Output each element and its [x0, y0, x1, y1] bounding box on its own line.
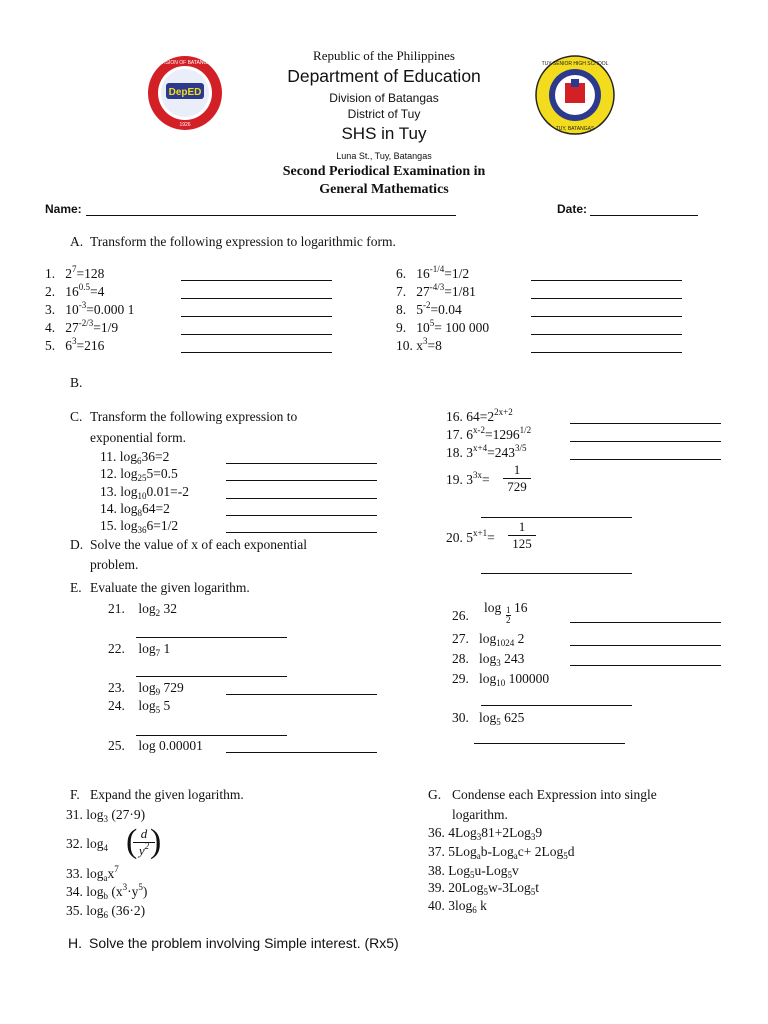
answer-line-1[interactable] — [181, 280, 332, 281]
section-g-letter: G. — [428, 787, 442, 802]
answer-line-9[interactable] — [531, 334, 682, 335]
answer-line-8[interactable] — [531, 316, 682, 317]
answer-line-17[interactable] — [570, 441, 721, 442]
section-e-letter: E. — [70, 580, 82, 595]
section-b-letter: B. — [70, 375, 83, 390]
item-13: 13. $\log_{10}0.01=-2$ — [100, 484, 189, 501]
item-30: 30. $\log_5 625$ — [452, 710, 525, 727]
answer-line-4[interactable] — [181, 334, 332, 335]
answer-line-2[interactable] — [181, 298, 332, 299]
answer-line-18[interactable] — [570, 459, 721, 460]
item-20: 20. $5^{x+1}=$ — [446, 528, 495, 545]
answer-line-24[interactable] — [136, 735, 287, 736]
item-7: 7. $27^{-4/3}=1/81$ — [396, 282, 476, 299]
answer-line-7[interactable] — [531, 298, 682, 299]
item-23: 23. $\log_9 729$ — [108, 680, 184, 697]
name-label: Name: — [45, 202, 82, 216]
name-field[interactable] — [86, 215, 456, 216]
section-a-letter: A. — [70, 234, 84, 249]
svg-text:DepED: DepED — [168, 87, 202, 98]
item-21: 21. $\log_2 32$ — [108, 601, 178, 618]
item-26-log: log — [484, 600, 502, 615]
section-d-title: Solve the value of x of each exponential — [90, 537, 308, 552]
answer-line-3[interactable] — [181, 316, 332, 317]
section-d-letter: D. — [70, 537, 84, 552]
item-36: 36. 4Log$_3$81+2Log$_3$9 — [428, 825, 543, 842]
item-17: 17. $6^{x-2}=1296^{1/2}$ — [446, 425, 532, 442]
section-d-title-2: problem. — [90, 557, 139, 572]
answer-line-5[interactable] — [181, 352, 332, 353]
district-line: District of Tuy — [347, 107, 421, 121]
item-3: 3. $10^{-3}=0.000$ 1 — [45, 300, 135, 317]
item-32-fraction: $\frac{d}{y^2}$ — [133, 826, 155, 859]
item-37: 37. 5Log$_a$b-Log$_a$c+ 2Log$_5$d — [428, 844, 575, 861]
answer-line-10[interactable] — [531, 352, 682, 353]
answer-line-15[interactable] — [226, 532, 377, 533]
department-title: Department of Education — [287, 66, 481, 86]
item-4: 4. $27^{-2/3}=1/9$ — [45, 318, 119, 335]
item-26-arg: 16 — [514, 600, 528, 615]
section-c-title-2: exponential form. — [90, 430, 186, 445]
republic-line: Republic of the Philippines — [313, 48, 455, 63]
item-40: 40. $3\log_6$ k — [428, 898, 487, 915]
item-6: 6. $16^{-1/4}=1/2$ — [396, 264, 470, 281]
item-12: 12. $\log_{25}5=0.5$ — [100, 466, 178, 483]
section-g-title: Condense each Expression into single — [452, 787, 657, 802]
item-32: 32. $\log_4$ — [66, 836, 109, 853]
item-18: 18. $3^{x+4}=243^{3/5}$ — [446, 443, 527, 460]
item-32-paren-left: ( — [126, 823, 138, 860]
answer-line-21[interactable] — [136, 637, 287, 638]
answer-line-30[interactable] — [474, 743, 625, 744]
item-14: 14. $\log_864=2$ — [100, 501, 170, 518]
answer-line-27[interactable] — [570, 645, 721, 646]
item-20-fraction: $\frac{1}{125}$ — [508, 519, 536, 552]
item-34: 34. $\log_b (x^3\cdot y^5)$ — [66, 882, 148, 901]
item-2: 2. $16^{0.5}=4$ — [45, 282, 105, 299]
section-c-title: Transform the following expression to — [90, 409, 298, 424]
answer-line-19[interactable] — [481, 517, 632, 518]
item-28: 28. $\log_3 243$ — [452, 651, 525, 668]
subject-title: General Mathematics — [319, 182, 449, 197]
item-39: 39. 20Log$_5$w-3Log$_5$t — [428, 880, 540, 897]
answer-line-23[interactable] — [226, 694, 377, 695]
item-15: 15. $\log_{36}6=1/2$ — [100, 518, 179, 535]
answer-line-14[interactable] — [226, 515, 377, 516]
date-field[interactable] — [590, 215, 698, 216]
item-1: 1. $2^7=128$ — [45, 264, 105, 281]
item-22: 22. $\log_7 1$ — [108, 641, 171, 658]
answer-line-28[interactable] — [570, 665, 721, 666]
answer-line-26[interactable] — [570, 622, 721, 623]
answer-line-25[interactable] — [226, 752, 377, 753]
section-e-title: Evaluate the given logarithm. — [90, 580, 250, 595]
answer-line-29[interactable] — [481, 705, 632, 706]
item-8: 8. $5^{-2}=0.04$ — [396, 300, 462, 317]
answer-line-11[interactable] — [226, 463, 377, 464]
exam-title: Second Periodical Examination in — [282, 164, 486, 179]
svg-text:TUY, BATANGAS: TUY, BATANGAS — [555, 126, 595, 132]
item-5: 5. $6^3=216$ — [45, 336, 105, 353]
svg-text:1926: 1926 — [179, 122, 191, 128]
section-a-title: Transform the following expression to logarithmic form. — [90, 234, 396, 249]
item-33: 33. $\log_ax^7$ — [66, 864, 119, 883]
item-25: 25. log 0.00001 — [108, 738, 203, 753]
division-line: Division of Batangas — [329, 91, 439, 105]
section-c-letter: C. — [70, 409, 83, 424]
school-title: SHS in Tuy — [341, 124, 427, 143]
address-line: Luna St., Tuy, Batangas — [336, 151, 432, 161]
section-g-title-2: logarithm. — [452, 807, 508, 822]
answer-line-13[interactable] — [226, 498, 377, 499]
item-16: 16. $64=2^{2x+2}$ — [446, 407, 513, 424]
item-26-base: 1 2 — [506, 605, 511, 625]
item-31: 31. $\log_3 (27\cdot 9)$ — [66, 807, 146, 824]
item-35: 35. $\log_6 (36\cdot 2)$ — [66, 903, 146, 920]
item-27: 27. $\log_{1024} 2$ — [452, 631, 525, 648]
section-h-letter: H. — [68, 935, 82, 951]
section-f-title: Expand the given logarithm. — [90, 787, 244, 802]
answer-line-6[interactable] — [531, 280, 682, 281]
item-11: 11. $\log_636=2$ — [100, 449, 170, 466]
section-f-letter: F. — [70, 787, 80, 802]
answer-line-16[interactable] — [570, 423, 721, 424]
item-29: 29. $\log_{10} 100000$ — [452, 671, 550, 688]
item-10: 10. $x^3=8$ — [396, 336, 442, 353]
date-label: Date: — [557, 202, 588, 216]
item-38: 38. Log$_5$u-Log$_5$v — [428, 863, 519, 880]
item-19-fraction: $\frac{1}{729}$ — [503, 462, 531, 495]
answer-line-20[interactable] — [481, 573, 632, 574]
section-h-title: Solve the problem involving Simple interest. (Rx5) — [89, 935, 399, 951]
answer-line-22[interactable] — [136, 676, 287, 677]
item-26: 26. — [452, 608, 469, 623]
item-32-paren-right: ) — [150, 823, 162, 860]
answer-line-12[interactable] — [226, 480, 377, 481]
svg-text:DIVISION OF BATANGAS: DIVISION OF BATANGAS — [155, 60, 215, 66]
item-24: 24. $\log_5 5$ — [108, 698, 171, 715]
item-9: 9. $10^5= 100$ 000 — [396, 318, 490, 335]
item-19: 19. $3^{3x}=$ — [446, 470, 490, 487]
svg-text:TUY SENIOR HIGH SCHOOL: TUY SENIOR HIGH SCHOOL — [541, 61, 609, 67]
